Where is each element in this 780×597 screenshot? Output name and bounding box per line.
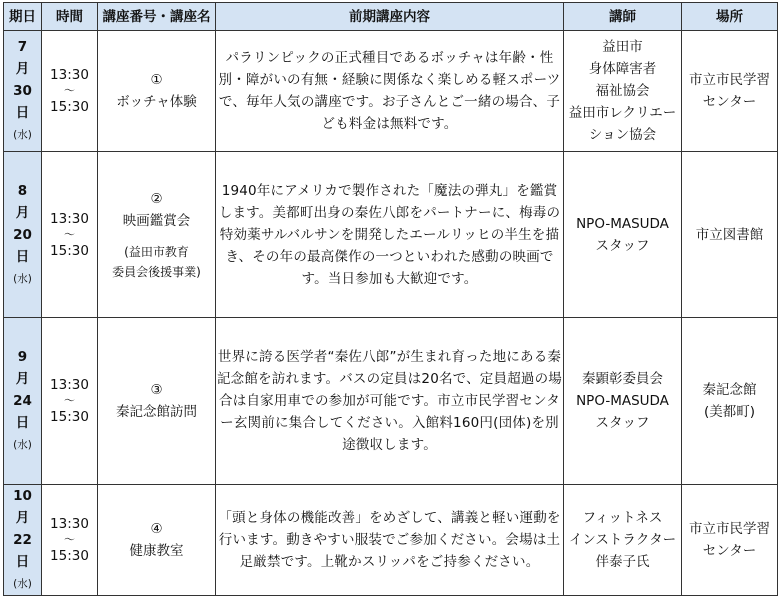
- teacher-cell: [564, 485, 682, 596]
- course-note-line: (益田市教育: [124, 244, 189, 259]
- table-row: [4, 318, 778, 485]
- time-cell: [42, 31, 98, 152]
- date-day-char: 日: [15, 554, 30, 570]
- time-end: 15:30: [50, 242, 89, 259]
- place-line: センター: [702, 543, 757, 559]
- course-cell: [98, 318, 216, 485]
- date-day: 22: [13, 532, 32, 548]
- date-day: 24: [13, 393, 32, 409]
- place-line: センター: [702, 94, 757, 110]
- header-row: [4, 3, 778, 31]
- teacher-line: NPO-MASUDA: [576, 393, 669, 409]
- date-day: 30: [13, 83, 32, 99]
- course-name: ボッチャ体験: [116, 94, 197, 110]
- place-cell: [682, 31, 778, 152]
- header-course: 講座番号・講座名: [98, 3, 216, 31]
- content-cell: パラリンピックの正式種目であるボッチャは年齢・性別・障がいの有無・経験に関係なく楽しめる軽スポーツで、毎年人気の講座です。お子さんとご一緒の場合、子ども料金は無料です。: [216, 31, 564, 152]
- course-number: ③: [150, 382, 163, 398]
- teacher-line: スタッフ: [595, 237, 650, 254]
- course-name: 健康教室: [129, 543, 184, 559]
- content-cell: 1940年にアメリカで製作された「魔法の弾丸」を鑑賞します。美都町出身の秦佐八郎をパートナーに、梅毒の特効薬サルバルサンを開発したエールリッヒの半生を描き、その年の最高傑作の一つといわれた感動の映画です。当日参加も大歓迎です。: [216, 152, 564, 318]
- time-start: 13:30: [50, 67, 89, 83]
- teacher-line: 秦顕彰委員会: [582, 371, 663, 387]
- content-cell: 「頭と身体の機能改善」をめざして、講義と軽い運動を行います。動きやすい服装でご参加ください。会場は土足厳禁です。上靴かスリッパをご持参ください。: [216, 485, 564, 596]
- date-cell: [4, 31, 42, 152]
- time-cell: [42, 485, 98, 596]
- date-day: 20: [13, 226, 32, 243]
- teacher-line: 福祉協会: [595, 83, 650, 99]
- header-teacher: 講師: [564, 3, 682, 31]
- date-month: 7: [17, 39, 28, 55]
- time-tilde: 〜: [64, 84, 75, 97]
- date-month-char: 月: [15, 61, 30, 77]
- time-start: 13:30: [50, 377, 89, 393]
- time-end: 15:30: [50, 548, 89, 564]
- course-number: ④: [150, 521, 163, 537]
- date-weekday: (水): [13, 129, 32, 141]
- date-weekday: (水): [13, 578, 32, 590]
- teacher-cell: [564, 152, 682, 318]
- course-cell: [98, 152, 216, 318]
- time-end: 15:30: [50, 99, 89, 115]
- course-name: 秦記念館訪問: [116, 404, 197, 420]
- place-cell: [682, 152, 778, 318]
- course-note-line: 委員会後援事業): [112, 264, 201, 279]
- place-cell: [682, 318, 778, 485]
- header-time: 時間: [42, 3, 98, 31]
- teacher-line: インストラクター: [568, 532, 677, 548]
- teacher-line: フィットネス: [582, 510, 663, 526]
- teacher-line: 伴泰子氏: [595, 554, 650, 570]
- date-day-char: 日: [15, 105, 30, 121]
- course-cell: [98, 485, 216, 596]
- date-month-char: 月: [15, 510, 30, 526]
- time-cell: [42, 152, 98, 318]
- header-content: 前期講座内容: [216, 3, 564, 31]
- date-month-char: 月: [15, 371, 30, 387]
- date-day-char: 日: [15, 415, 30, 431]
- teacher-line: スタッフ: [595, 415, 650, 431]
- teacher-line: 益田市: [602, 39, 643, 55]
- date-month: 9: [17, 349, 28, 365]
- time-tilde: 〜: [64, 227, 75, 241]
- teacher-line: NPO-MASUDA: [576, 215, 669, 232]
- date-cell: [4, 152, 42, 318]
- table-row: [4, 485, 778, 596]
- header-place: 場所: [682, 3, 778, 31]
- table-row: [4, 152, 778, 318]
- course-note: [98, 242, 215, 282]
- schedule-table: [3, 2, 778, 596]
- place-line: 市立市民学習: [689, 72, 770, 88]
- course-number: ②: [150, 190, 163, 207]
- teacher-line: ション協会: [588, 127, 657, 143]
- time-tilde: 〜: [64, 533, 75, 546]
- place-line: 市立図書館: [695, 226, 764, 243]
- place-line: 市立市民学習: [689, 521, 770, 537]
- date-month-char: 月: [15, 204, 30, 221]
- time-start: 13:30: [50, 210, 89, 227]
- time-tilde: 〜: [64, 394, 75, 407]
- teacher-line: 身体障害者: [588, 61, 657, 77]
- teacher-cell: [564, 318, 682, 485]
- time-cell: [42, 318, 98, 485]
- date-month: 10: [13, 488, 32, 504]
- teacher-cell: [564, 31, 682, 152]
- place-line: (美都町): [703, 404, 756, 420]
- time-end: 15:30: [50, 409, 89, 425]
- content-cell: 世界に誇る医学者“秦佐八郎”が生まれ育った地にある秦記念館を訪れます。バスの定員は20名で、定員超過の場合は自家用車での参加が可能です。市立市民学習センター玄関前に集合してください。入館料160円(団体)を別途徴収します。: [216, 318, 564, 485]
- course-cell: [98, 31, 216, 152]
- table-row: [4, 31, 778, 152]
- course-number: ①: [150, 72, 163, 88]
- date-cell: [4, 485, 42, 596]
- time-start: 13:30: [50, 516, 89, 532]
- date-month: 8: [17, 182, 28, 199]
- place-line: 秦記念館: [702, 382, 757, 398]
- date-weekday: (水): [13, 272, 32, 285]
- date-day-char: 日: [15, 248, 30, 265]
- place-cell: [682, 485, 778, 596]
- date-weekday: (水): [13, 439, 32, 451]
- course-name: 映画鑑賞会: [122, 212, 191, 229]
- date-cell: [4, 318, 42, 485]
- teacher-line: 益田市レクリエー: [568, 105, 677, 121]
- header-date: 期日: [4, 3, 42, 31]
